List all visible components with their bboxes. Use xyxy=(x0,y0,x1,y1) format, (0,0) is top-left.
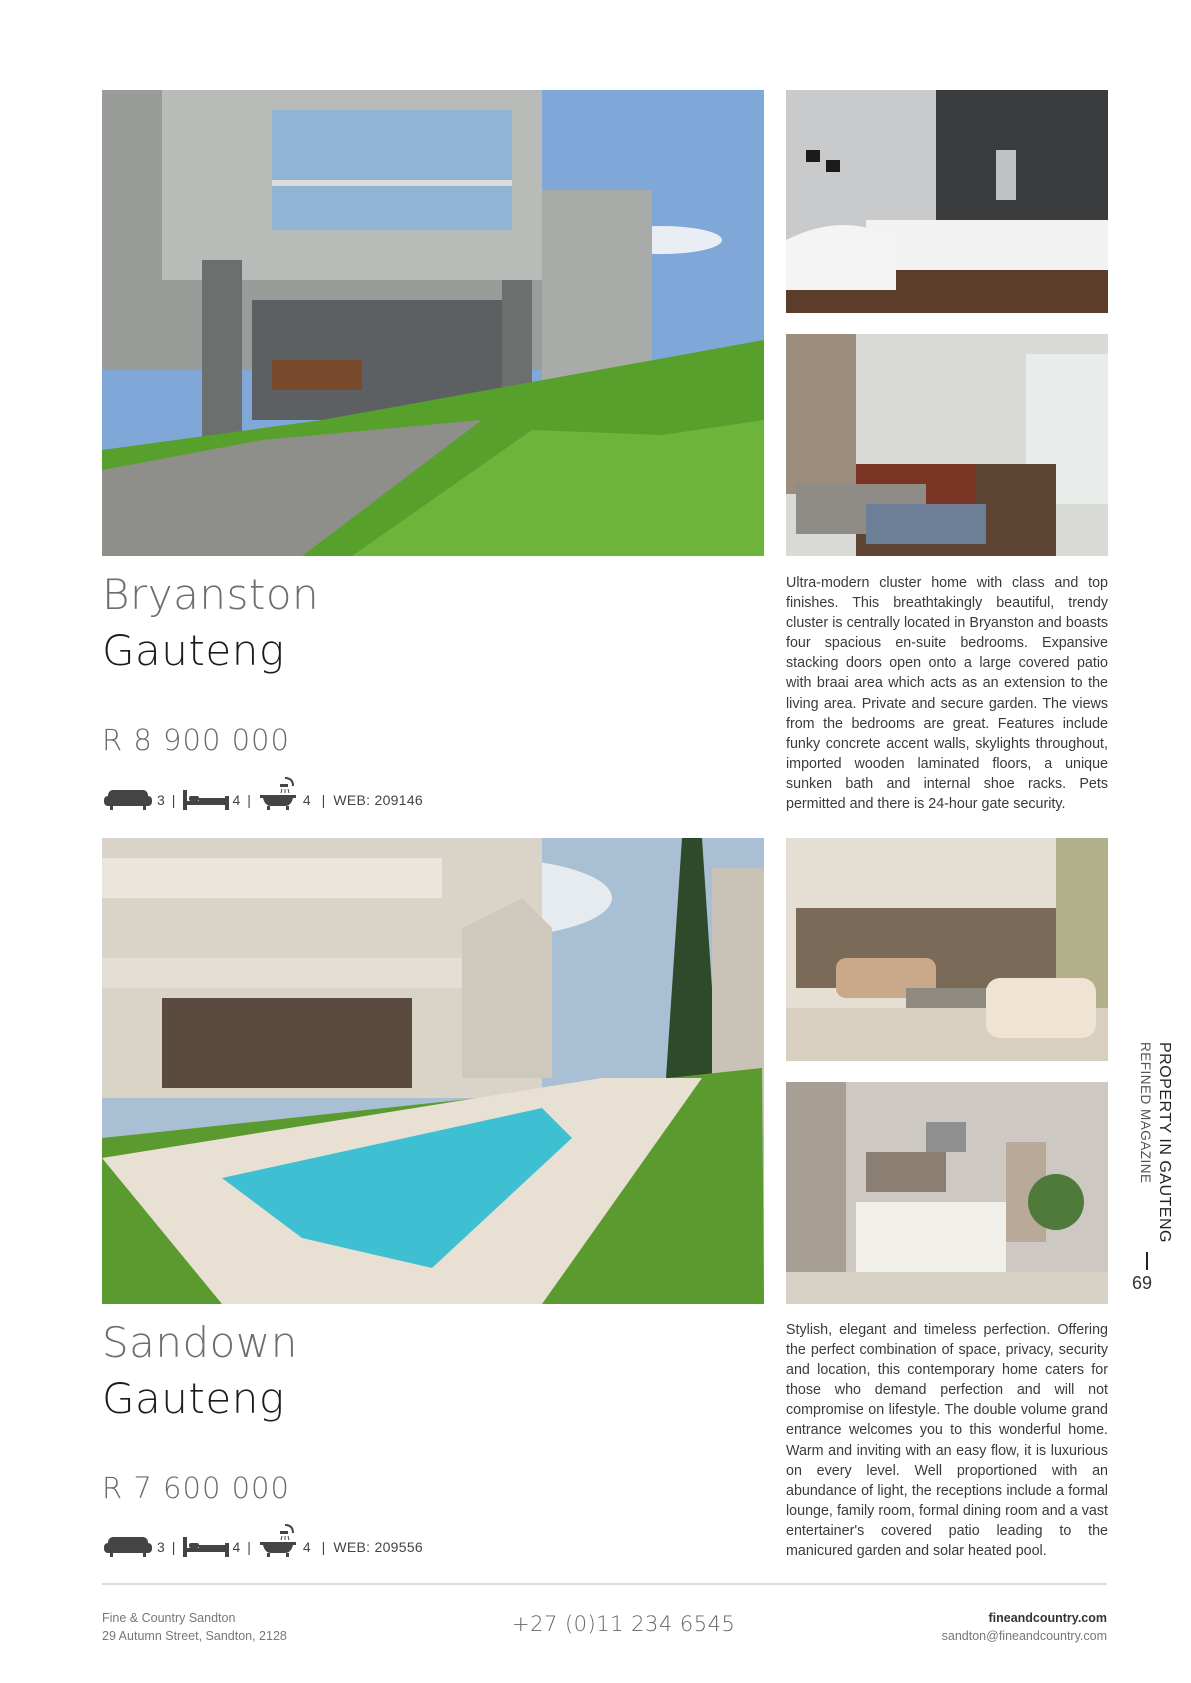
website-link[interactable]: fineandcountry.com xyxy=(988,1611,1107,1625)
lounges-count: 3 xyxy=(157,792,165,808)
magazine-name: REFINED MAGAZINE xyxy=(1138,1042,1153,1184)
footer-contact-block xyxy=(942,1609,1107,1645)
web-reference: WEB: 209556 xyxy=(333,1539,423,1555)
web-reference: WEB: 209146 xyxy=(333,792,423,808)
spec-separator: | xyxy=(171,1539,176,1555)
bed-icon xyxy=(183,788,229,810)
phone-number[interactable]: +27 (0)11 234 6545 xyxy=(512,1612,736,1636)
page-number: 69 xyxy=(1132,1273,1153,1293)
bathrooms-count: 4 xyxy=(302,792,311,808)
divider xyxy=(1146,1252,1148,1270)
footer-divider xyxy=(102,1583,1107,1585)
spec-separator: | xyxy=(247,1539,251,1555)
bathrooms-count: 4 xyxy=(302,1539,311,1555)
section-title: PROPERTY IN GAUTENG xyxy=(1156,1042,1173,1243)
sofa-icon xyxy=(102,1533,154,1557)
listing-description: Ultra-modern cluster home with class and top finishes. This breathtakingly beautiful, trendy cluster is centrally located in Bryanston and boasts four spacious en-suite bedrooms. Expansive stacking doors open onto a large covered patio with braai area which acts as an extension to the living area. Private and secure garden. The views from the bedrooms are great. Features include funky concrete accent walls, skylights throughout, imported wooden laminated floors, a unique sunken bath and internal shoe racks. Pets permitted and there is 24-hour gate security. xyxy=(786,575,1108,813)
sandown-lounge-photo xyxy=(786,838,1108,1061)
footer-address-block xyxy=(102,1609,287,1645)
company-address: 29 Autumn Street, Sandton, 2128 xyxy=(102,1629,287,1643)
spec-separator: | xyxy=(321,792,326,808)
listing-region: Gauteng xyxy=(102,626,285,675)
company-name: Fine & Country Sandton xyxy=(102,1611,236,1625)
listing-description: Stylish, elegant and timeless perfection. Offering the perfect combination of space, privacy, security and location, this contemporary home caters for those who demand perfection and will not compromise on lifestyle. The double volume grand entrance welcomes you to this wonderful home. Warm and inviting with an easy flow, it is luxurious on every level. Well proportioned with an abundance of light, the receptions include a formal lounge, family room, formal dining room and a vast entertainer's covered patio leading to the manicured garden and solar heated pool. xyxy=(786,1322,1108,1560)
spec-separator: | xyxy=(171,792,176,808)
bryanston-lounge-photo xyxy=(786,334,1108,556)
bryanston-exterior-photo xyxy=(102,90,764,556)
bath-icon xyxy=(259,1523,297,1557)
bed-icon xyxy=(183,1535,229,1557)
sandown-kitchen-photo xyxy=(786,1082,1108,1304)
listing-specs xyxy=(102,1521,423,1557)
bath-icon xyxy=(259,776,297,810)
bedrooms-count: 4 xyxy=(232,792,241,808)
listing-city: Sandown xyxy=(102,1318,298,1367)
sofa-icon xyxy=(102,786,154,810)
sandown-exterior-photo xyxy=(102,838,764,1304)
listing-price: R 8 900 000 xyxy=(102,723,290,757)
listing-price: R 7 600 000 xyxy=(102,1471,290,1505)
email-link[interactable]: sandton@fineandcountry.com xyxy=(941,1629,1107,1643)
spec-separator: | xyxy=(321,1539,326,1555)
bryanston-kitchen-photo xyxy=(786,90,1108,313)
listing-city: Bryanston xyxy=(102,570,320,619)
bedrooms-count: 4 xyxy=(232,1539,241,1555)
spec-separator: | xyxy=(247,792,251,808)
lounges-count: 3 xyxy=(157,1539,165,1555)
listing-specs xyxy=(102,774,423,810)
listing-region: Gauteng xyxy=(102,1374,285,1423)
